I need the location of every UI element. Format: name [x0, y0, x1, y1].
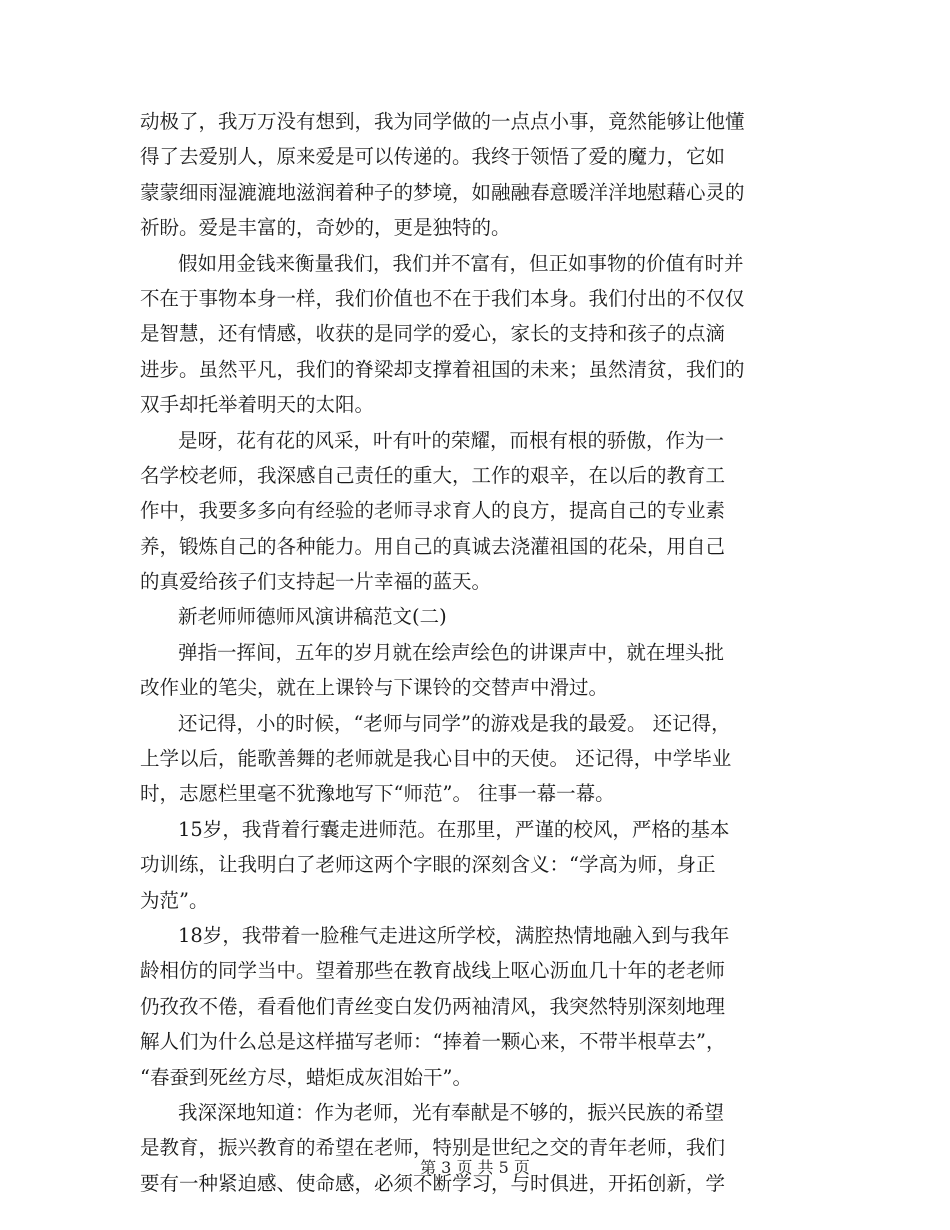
- text-line: 养，锻炼自己的各种能力。用自己的真诚去浇灌祖国的花朵，用自己: [140, 534, 726, 558]
- text-line: 假如用金钱来衡量我们，我们并不富有，但正如事物的价值有时并: [178, 251, 744, 275]
- text-line: 进步。虽然平凡，我们的脊梁却支撑着祖国的未来；虽然清贫，我们的: [140, 357, 745, 381]
- paragraph: [140, 706, 816, 812]
- text-line: 改作业的笔尖，就在上课铃与下课铃的交替声中滑过。: [140, 676, 609, 700]
- text-line: 得了去爱别人，原来爱是可以传递的。我终于领悟了爱的魔力，它如: [140, 145, 726, 169]
- text-line: 上学以后，能歌善舞的老师就是我心目中的天使。 还记得，中学毕业: [140, 747, 732, 771]
- text-line: 时，志愿栏里毫不犹豫地写下“师范”。 往事一幕一幕。: [140, 782, 615, 806]
- text-line: 动极了，我万万没有想到，我为同学做的一点点小事，竟然能够让他懂: [140, 110, 745, 133]
- text-line: 作中，我要多多向有经验的老师寻求育人的良方，提高自己的专业素: [140, 499, 726, 523]
- paragraph: [140, 423, 816, 600]
- text-line: “春蚕到死丝方尽，蜡炬成灰泪始干”。: [140, 1065, 472, 1089]
- body-text: [140, 104, 816, 1201]
- text-line: 双手却托举着明天的太阳。: [140, 393, 375, 417]
- page-footer: 第 3 页 共 5 页: [420, 1158, 530, 1177]
- text-line: 名学校老师，我深感自己责任的重大，工作的艰辛，在以后的教育工: [140, 463, 726, 487]
- text-line: 蒙蒙细雨湿漉漉地滋润着种子的梦境，如融融春意暖洋洋地慰藉心灵的: [140, 180, 745, 204]
- paragraph: [140, 599, 816, 634]
- text-line: 不在于事物本身一样，我们价值也不在于我们本身。我们付出的不仅仅: [140, 286, 745, 310]
- paragraph: [140, 812, 816, 918]
- text-line: 祈盼。爱是丰富的，奇妙的，更是独特的。: [140, 216, 511, 240]
- text-line: 弹指一挥间，五年的岁月就在绘声绘色的讲课声中，就在埋头批: [178, 640, 725, 664]
- text-line: 新老师师德师风演讲稿范文(二): [178, 605, 447, 629]
- text-line: 仍孜孜不倦，看看他们青丝变白发仍两袖清风，我突然特别深刻地理: [140, 994, 726, 1018]
- paragraph: [140, 246, 816, 423]
- text-line: 为范”。: [140, 888, 209, 912]
- text-line: 18岁，我带着一脸稚气走进这所学校，满腔热情地融入到与我年: [178, 923, 730, 947]
- text-line: 我深深地知道：作为老师，光有奉献是不够的，振兴民族的希望: [178, 1100, 725, 1124]
- text-line: 的真爱给孩子们支持起一片幸福的蓝天。: [140, 570, 492, 594]
- text-line: 15岁，我背着行囊走进师范。在那里，严谨的校风，严格的基本: [178, 817, 730, 841]
- text-line: 还记得，小的时候，“老师与同学”的游戏是我的最爱。 还记得，: [178, 711, 731, 735]
- paragraph: [140, 104, 816, 246]
- paragraph: [140, 635, 816, 706]
- text-line: 是智慧，还有情感，收获的是同学的爱心，家长的支持和孩子的点滴: [140, 322, 726, 346]
- text-line: 是呀，花有花的风采，叶有叶的荣耀，而根有根的骄傲，作为一: [178, 428, 725, 452]
- paragraph: [140, 1095, 816, 1201]
- text-line: 解人们为什么总是这样描写老师：“捧着一颗心来，不带半根草去”，: [140, 1030, 726, 1054]
- text-line: 是教育，振兴教育的希望在老师，特别是世纪之交的青年老师，我们: [140, 1136, 726, 1160]
- paragraph: [140, 918, 816, 1095]
- text-line: 功训练，让我明白了老师这两个字眼的深刻含义：“学高为师，身正: [140, 853, 716, 877]
- text-line: 龄相仿的同学当中。望着那些在教育战线上呕心沥血几十年的老老师: [140, 959, 726, 983]
- text-line: 要有一种紧迫感、使命感，必须不断学习，与时俱进，开拓创新，学: [140, 1171, 726, 1195]
